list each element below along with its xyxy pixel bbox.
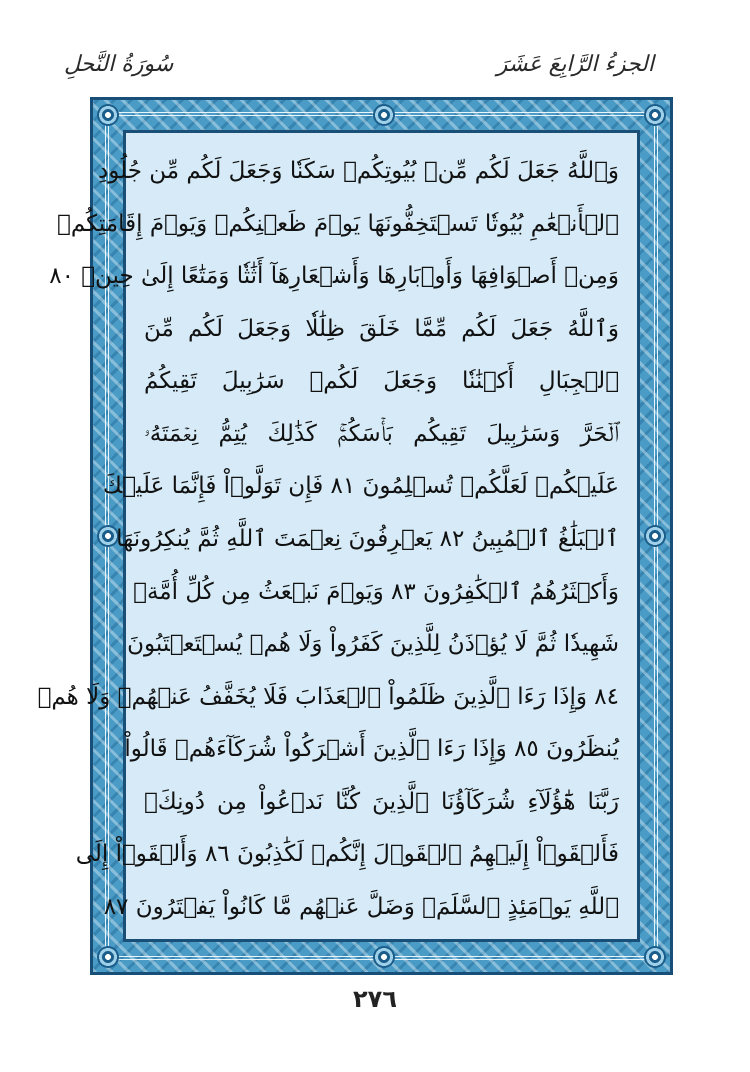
- corner-ornament-icon: [97, 946, 119, 968]
- text-line: ٱلۡحَرَّ وَسَرَٰبِيلَ تَقِيكُم بَأۡسَكُمۡۚ كَذَٰلِكَ يُتِمُّ نِعۡمَتَهُۥ: [144, 420, 619, 447]
- text-line: ٱلۡبَلَٰغُ ٱلۡمُبِينُ ٨٢ يَعۡرِفُونَ نِعۡمَتَ ٱللَّهِ ثُمَّ يُنكِرُونَهَا: [116, 525, 619, 552]
- corner-ornament-icon: [644, 946, 666, 968]
- corner-ornament-icon: [97, 104, 119, 126]
- text-line: وَمِنۡ أَصۡوَافِهَا وَأَوۡبَارِهَا وَأَشۡعَارِهَآ أَثَٰثٗا وَمَتَٰعًا إِلَىٰ حِينٖ ٨٠: [49, 263, 619, 290]
- edge-ornament-icon: [373, 946, 395, 968]
- ornamental-frame: [37, 97, 673, 975]
- text-line: عَلَيۡكُمۡ لَعَلَّكُمۡ تُسۡلِمُونَ ٨١ فَإِن تَوَلَّوۡاْ فَإِنَّمَا عَلَيۡكَ: [102, 473, 619, 500]
- juz-header: الجزءُ الرَّابِعَ عَشَرَ: [496, 52, 654, 77]
- text-line: ٱلۡأَنۡعَٰمِ بُيُوتٗا تَسۡتَخِفُّونَهَا يَوۡمَ ظَعۡنِكُمۡ وَيَوۡمَ إِقَامَتِكُمۡ: [57, 210, 619, 237]
- text-panel: [37, 130, 640, 942]
- text-line: ٱللَّهِ يَوۡمَئِذٍ ٱلسَّلَمَۖ وَضَلَّ عَنۡهُم مَّا كَانُواْ يَفۡتَرُونَ ٨٧: [103, 893, 619, 920]
- corner-ornament-icon: [644, 104, 666, 126]
- verse-lines: [37, 151, 619, 929]
- text-line: وَأَكۡثَرُهُمُ ٱلۡكَٰفِرُونَ ٨٣ وَيَوۡمَ نَبۡعَثُ مِن كُلِّ أُمَّةٖ: [133, 578, 619, 605]
- text-line: وَٱللَّهُ جَعَلَ لَكُم مِّمَّا خَلَقَ ظِلَٰلٗا وَجَعَلَ لَكُم مِّنَ: [144, 315, 619, 342]
- surah-header: سُورَةُ النَّحلِ: [64, 52, 174, 77]
- text-line: ٨٤ وَإِذَا رَءَا ٱلَّذِينَ ظَلَمُواْ ٱلۡعَذَابَ فَلَا يُخَفَّفُ عَنۡهُمۡ وَلَا هُمۡ: [37, 683, 619, 710]
- text-line: وَٱللَّهُ جَعَلَ لَكُم مِّنۢ بُيُوتِكُمۡ سَكَنٗا وَجَعَلَ لَكُم مِّن جُلُودِ: [97, 158, 619, 184]
- text-line: يُنظَرُونَ ٨٥ وَإِذَا رَءَا ٱلَّذِينَ أَشۡرَكُواْ شُرَكَآءَهُمۡ قَالُواْ: [124, 736, 619, 763]
- text-line: شَهِيدٗا ثُمَّ لَا يُؤۡذَنُ لِلَّذِينَ كَفَرُواْ وَلَا هُمۡ يُسۡتَعۡتَبُونَ: [127, 631, 619, 658]
- text-line: ٱلۡجِبَالِ أَكۡنَٰنٗا وَجَعَلَ لَكُمۡ سَرَٰبِيلَ تَقِيكُمُ: [144, 368, 619, 395]
- text-line: فَأَلۡقَوۡاْ إِلَيۡهِمُ ٱلۡقَوۡلَ إِنَّكُمۡ لَكَٰذِبُونَ ٨٦ وَأَلۡقَوۡاْ إِلَى: [75, 841, 619, 868]
- page-number: ٢٧٦: [353, 985, 397, 1013]
- edge-ornament-icon: [373, 104, 395, 126]
- edge-ornament-icon: [644, 525, 666, 547]
- text-line: رَبَّنَا هَٰٓؤُلَآءِ شُرَكَآؤُنَا ٱلَّذِينَ كُنَّا نَدۡعُواْ مِن دُونِكَۖ: [144, 788, 619, 815]
